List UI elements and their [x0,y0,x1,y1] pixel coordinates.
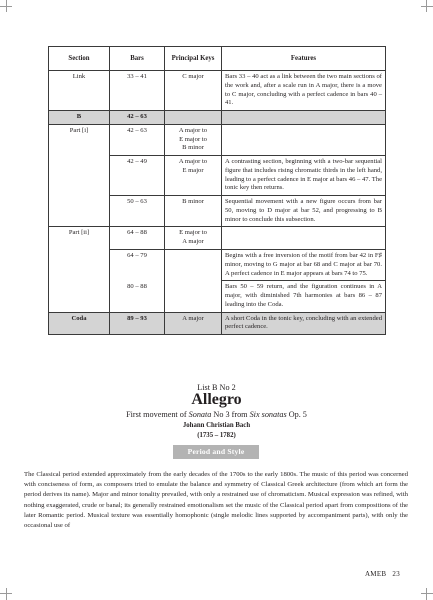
cell-bars: 42 – 49 [110,156,165,196]
cell-features: A short Coda in the tonic key, concluding with an extended perfect cadence. [222,312,386,335]
cell-section-empty [49,156,110,196]
cell-features [222,227,386,250]
cell-keys [165,124,222,155]
table-row-b [49,111,386,125]
cell-features: Bars 33 – 40 act as a link between the two main sections of the work and, after a scale run in A major, there is a move to C major, concluding with a perfect cadence in bars 40 – 41. [222,71,386,111]
cell-bars: 42 – 63 [110,124,165,155]
cell-section: B [49,111,110,125]
cell-features: A contrasting section, beginning with a two-bar sequential figure that includes rising chromatic thirds in the left hand, leading to a perfect cadence in E major at bars 46 – 47. The tonic key then returns. [222,156,386,196]
table-header-row [49,47,386,71]
cell-section: Part [ii] [49,227,110,250]
crop-mark [421,6,433,7]
cell-section: Part [i] [49,124,110,155]
features-part-b: Bars 50 – 59 return, and the figuration continues in A major, with diminished 7th harmonies at bars 86 – 87 leading into the Coda. [225,283,382,308]
footer-brand: AMEB [364,570,387,578]
crop-mark [6,588,7,600]
table-row-part-ii [49,227,386,250]
cell-bars: 33 – 41 [110,71,165,111]
key-line: E major to [179,229,207,237]
composer-dates: (1735 – 1782) [197,432,236,439]
header-bars: Bars [110,47,165,71]
cell-section: Link [49,71,110,111]
piece-subtitle [0,410,433,419]
table-row-part-i [49,124,386,155]
table-row-bars-42-49 [49,156,386,196]
cell-bars: 64 – 88 [110,227,165,250]
cell-features-split [222,250,386,313]
key-line: A major to [178,158,208,166]
cell-features [222,124,386,155]
crop-mark [426,588,427,600]
cell-keys-empty [165,250,222,313]
cell-section-empty [49,250,110,313]
subtitle-text: Op. 5 [286,410,307,419]
cell-bars [110,250,165,313]
header-features: Features [222,47,386,71]
cell-features [222,111,386,125]
page-number: 23 [392,570,400,578]
bars-line: 64 – 79 [127,252,147,260]
composer-name: Johann Christian Bach [182,422,251,429]
cell-bars: 89 – 93 [110,312,165,335]
key-line: B minor [182,144,204,152]
table-row-link [49,71,386,111]
bars-line: 80 – 88 [127,282,147,290]
cell-keys: A major [165,312,222,335]
list-label: List B No 2 [197,383,236,392]
crop-mark [0,6,12,7]
piece-title: Allegro [191,391,242,408]
key-line: E major to [179,135,207,143]
form-analysis-table [48,46,386,335]
header-principal-keys: Principal Keys [165,47,222,71]
key-line: A major [182,238,204,246]
cell-keys: B minor [165,196,222,227]
table-row-bars-64-88 [49,250,386,313]
page-footer [365,570,400,578]
section-banner: Period and Style [173,445,259,459]
spacer [113,261,161,281]
body-paragraph: The Classical period extended approximately from the early decades of the 1700s to the early 1800s. The music of this period was concerned with conciseness of form, as composers tried to emulate the balance and symmetry of Classical Greek architecture (from which art form the period derives its name). Major and minor tonality prevailed, with only a restrained use of chromaticism. Musical expression was refined, with nothing exaggerated, crude or banal; its generally restrained emotionalism set the music of the Classical period apart from compositions of the later Romantic period. Musical texture was essentially homophonic (single melodic lines supported by accompaniment parts), with only the occasional use of [24,471,408,529]
table-row-coda [49,312,386,335]
key-line: A major to [178,126,208,134]
cell-section-empty [49,196,110,227]
cell-features: Sequential movement with a new figure occurs from bar 50, moving to D major at bar 52, and progressing to B minor to conclude this subsection. [222,196,386,227]
header-section: Section [49,47,110,71]
crop-mark [0,593,12,594]
table-row-bars-50-63 [49,196,386,227]
subtitle-text: No 3 from [211,410,250,419]
features-part-a: Begins with a free inversion of the motif from bar 42 in F♯ minor, moving to G major at bar 68 and C major at bar 70. A perfect cadence in E major appears at bars 74 to 75. [222,250,385,281]
cell-section: Coda [49,312,110,335]
cell-bars: 42 – 63 [110,111,165,125]
crop-mark [421,593,433,594]
cell-keys: C major [165,71,222,111]
subtitle-collection: Six sonatas [249,410,287,419]
cell-keys [165,111,222,125]
key-line: E major [182,166,204,174]
cell-bars: 50 – 63 [110,196,165,227]
cell-keys [165,156,222,196]
subtitle-work: Sonata [188,410,212,419]
subtitle-text: First movement of [126,410,189,419]
cell-keys [165,227,222,250]
